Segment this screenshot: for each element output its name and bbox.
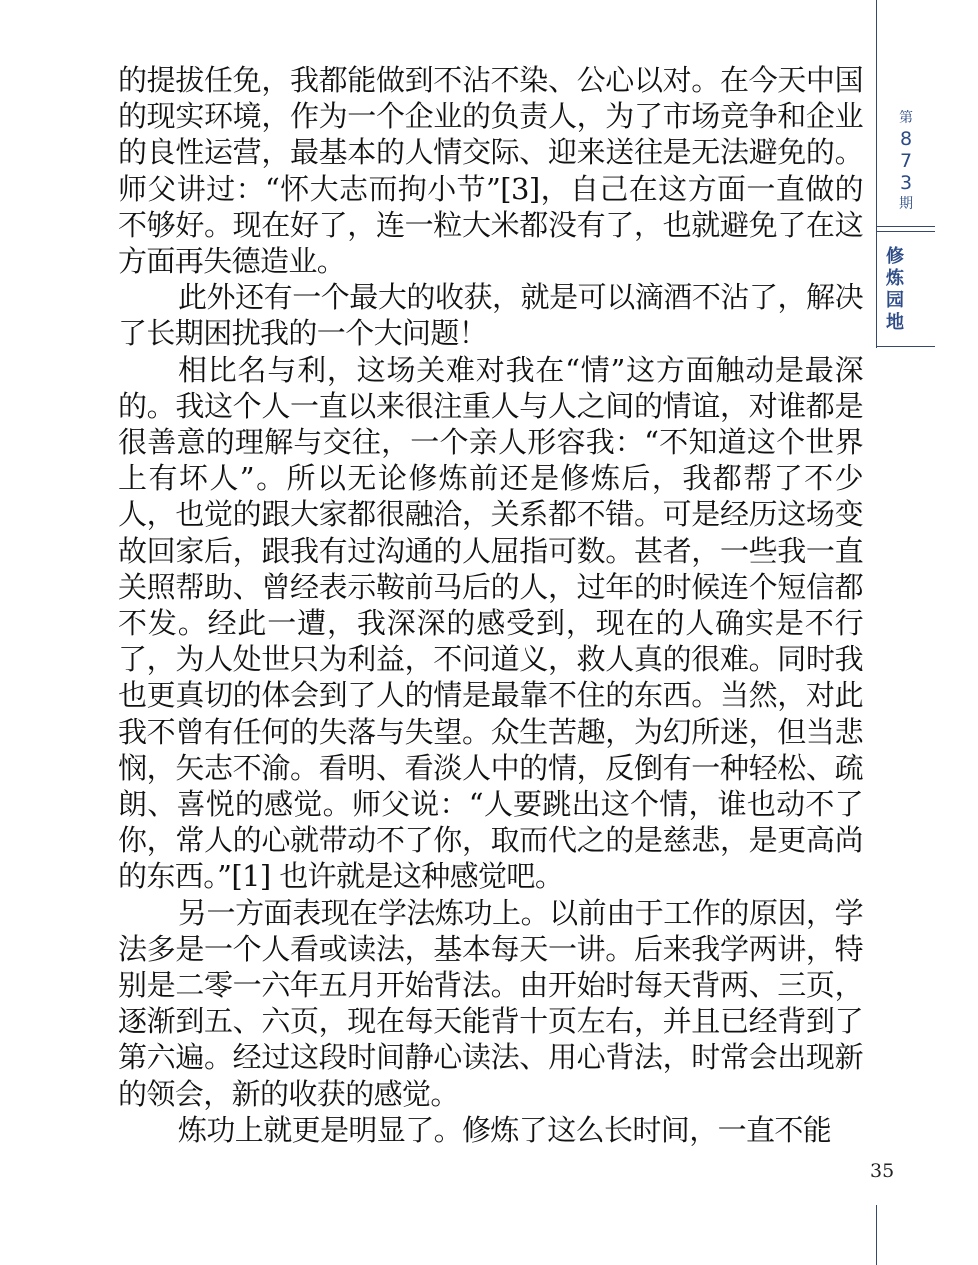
section-char: 园	[886, 290, 904, 311]
issue-number	[877, 108, 935, 214]
side-tab	[876, 0, 935, 348]
section-char: 修	[886, 246, 904, 267]
issue-digit: 3	[899, 172, 913, 194]
divider	[877, 231, 935, 232]
margin-rule	[876, 1205, 877, 1265]
section-char: 炼	[886, 268, 904, 289]
issue-prefix: 第	[899, 110, 913, 126]
body-text	[118, 62, 863, 1148]
paragraph-1: 的提拔任免，我都能做到不沾不染、公心以对。在今天中国的现实环境，作为一个企业的负责人，为了市场竞争和企业的良性运营，最基本的人情交际、迎来送往是无法避免的。师父讲过：“怀大志而拘小节”[3]，自己在这方面一直做的不够好。现在好了，连一粒大米都没有了，也就避免了在这方面再失德造业。	[118, 63, 863, 279]
section-title	[877, 246, 913, 334]
paragraph-5: 炼功上就更是明显了。修炼了这么长时间，一直不能	[178, 1112, 832, 1147]
divider	[877, 226, 935, 227]
issue-digit: 8	[899, 128, 913, 150]
section-char: 地	[886, 312, 904, 333]
paragraph-4: 另一方面表现在学法炼功上。以前由于工作的原因，学法多是一个人看或读法，基本每天一讲。后来我学两讲，特别是二零一六年五月开始背法。由开始时每天背两、三页，逐渐到五、六页，现在每天能背十页左右，并且已经背到了第六遍。经过这段时间静心读法、用心背法，时常会出现新的领会，新的收获的感觉。	[118, 895, 863, 1111]
issue-digit: 7	[899, 150, 913, 172]
paragraph-2: 此外还有一个最大的收获，就是可以滴酒不沾了，解决了长期困扰我的一个大问题！	[118, 280, 863, 351]
page-number: 35	[870, 1160, 895, 1182]
issue-suffix: 期	[899, 196, 913, 212]
divider	[877, 346, 935, 347]
paragraph-3: 相比名与利，这场关难对我在“情”这方面触动是最深的。我这个人一直以来很注重人与人之间的情谊，对谁都是很善意的理解与交往，一个亲人形容我：“不知道这个世界上有坏人”。所以无论修炼前还是修炼后，我都帮了不少人，也觉的跟大家都很融洽，关系都不错。可是经历这场变故回家后，跟我有过沟通的人屈指可数。甚者，一些我一直关照帮助、曾经表示鞍前马后的人，过年的时候连个短信都不发。经此一遭，我深深的感受到，现在的人确实是不行了，为人处世只为利益，不问道义，救人真的很难。同时我也更真切的体会到了人的情是最靠不住的东西。当然，对此我不曾有任何的失落与失望。众生苦趣，为幻所迷，但当悲悯，矢志不渝。看明、看淡人中的情，反倒有一种轻松、疏朗、喜悦的感觉。师父说：“人要跳出这个情，谁也动不了你，常人的心就带动不了你，取而代之的是慈悲，是更高尚的东西。”[1] 也许就是这种感觉吧。	[118, 352, 863, 894]
